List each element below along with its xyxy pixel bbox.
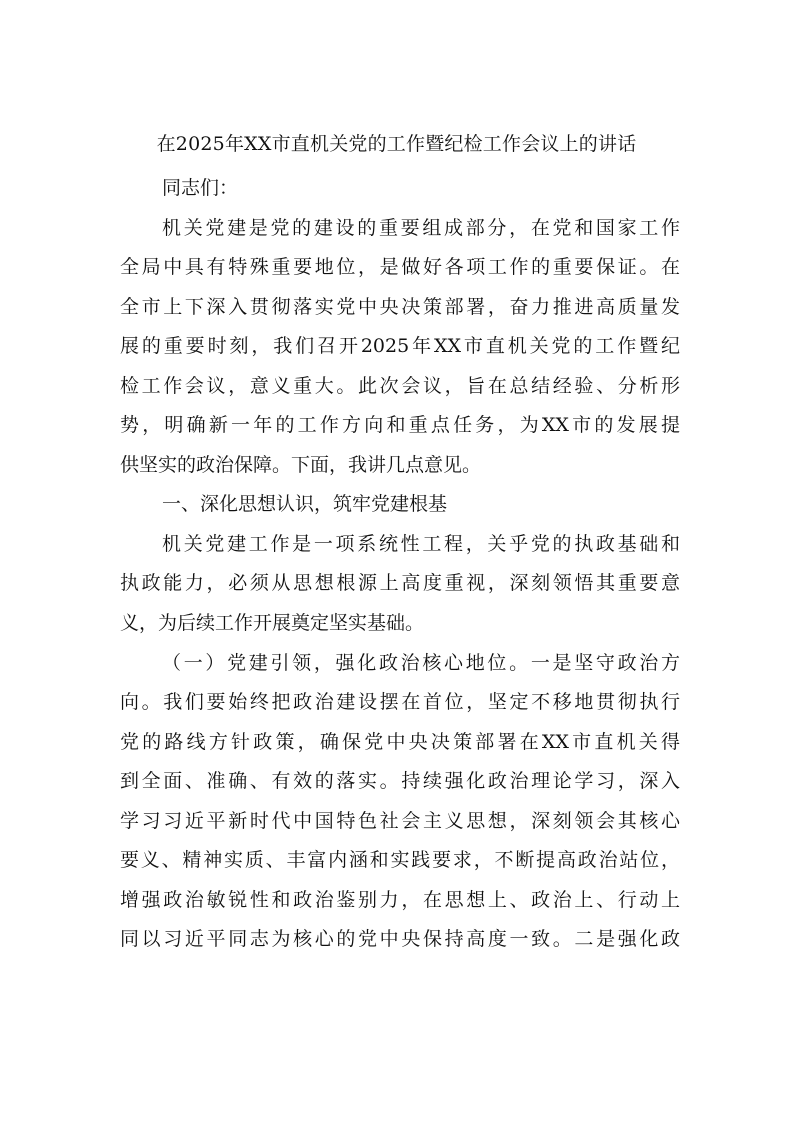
salutation: 同志们： (162, 177, 239, 199)
paragraph-line: 展的重要时刻，我们召开2025年XX市直机关党的工作暨纪 (120, 335, 680, 358)
section-heading: 一、深化思想认识，筑牢党建根基 (162, 493, 448, 516)
paragraph-line: 全市上下深入贯彻落实党中央决策部署，奋力推进高质量发 (120, 295, 680, 318)
paragraph-line: 向。我们要始终把政治建设摆在首位，坚定不移地贯彻执行 (120, 691, 680, 714)
document-body (120, 169, 680, 960)
paragraph-line: 机关党建工作是一项系统性工程，关乎党的执政基础和 (162, 532, 680, 555)
paragraph-line: 义，为后续工作开展奠定坚实基础。 (120, 612, 425, 635)
subsection-line: （一）党建引领，强化政治核心地位。一是坚守政治方 (162, 651, 680, 674)
paragraph-line: 学习习近平新时代中国特色社会主义思想，深刻领会其核心 (120, 809, 680, 832)
paragraph-line: 同以习近平同志为核心的党中央保持高度一致。二是强化政 (120, 928, 680, 951)
paragraph-line: 增强政治敏锐性和政治鉴别力，在思想上、政治上、行动上 (120, 888, 680, 911)
paragraph-line: 供坚实的政治保障。下面，我讲几点意见。 (120, 453, 482, 476)
paragraph-line: 势，明确新一年的工作方向和重点任务，为XX市的发展提 (120, 414, 680, 437)
paragraph-line: 机关党建是党的建设的重要组成部分，在党和国家工作 (162, 216, 680, 239)
paragraph-line: 全局中具有特殊重要地位，是做好各项工作的重要保证。在 (120, 256, 680, 279)
paragraph-line: 党的路线方针政策，确保党中央决策部署在XX市直机关得 (120, 730, 680, 753)
paragraph-line: 执政能力，必须从思想根源上高度重视，深刻领悟其重要意 (120, 572, 680, 595)
document-title: 在2025年XX市直机关党的工作暨纪检工作会议上的讲话 (156, 133, 637, 155)
paragraph-line: 到全面、准确、有效的落实。持续强化政治理论学习，深入 (120, 770, 680, 793)
paragraph-line: 检工作会议，意义重大。此次会议，旨在总结经验、分析形 (120, 374, 680, 397)
paragraph-line: 要义、精神实质、丰富内涵和实践要求，不断提高政治站位， (120, 849, 680, 872)
